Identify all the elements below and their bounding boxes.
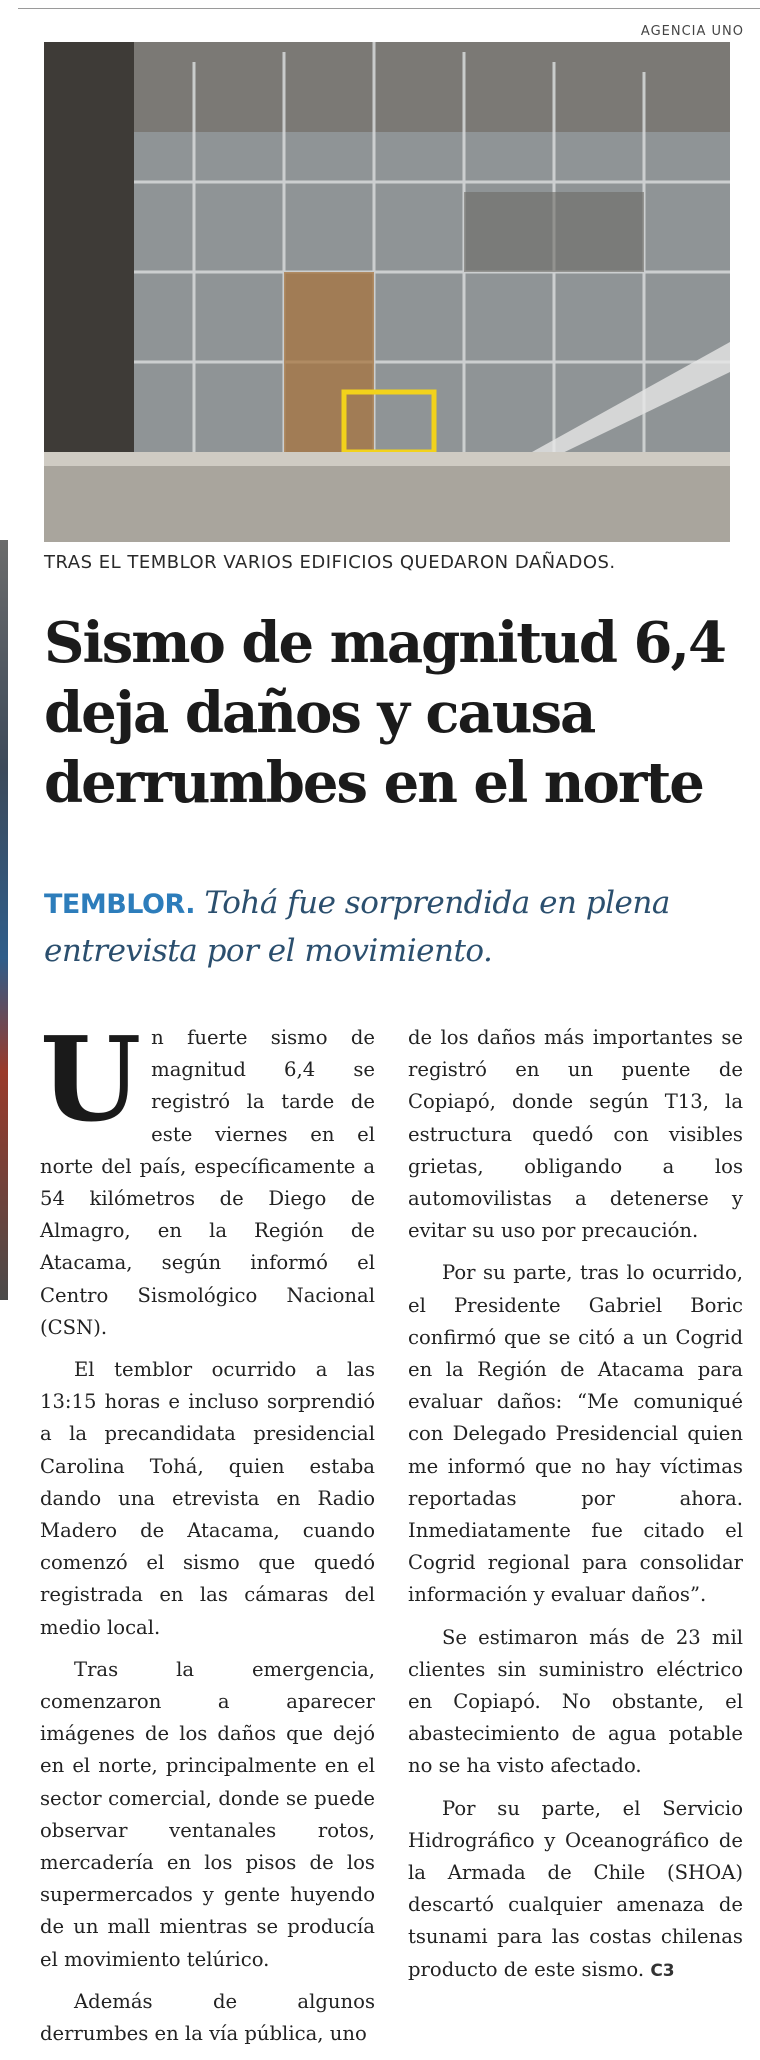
kicker-label: TEMBLOR. [44,889,196,920]
article-paragraph: Tras la emergencia, comenzaron a aparecer imágenes de los daños que dejó en el norte, principalmente en el sector comercial, donde se puede observar ventanales rotos, mercadería en los pisos de los supermercados y gente huyendo de un mall mientras se producía el movimiento telúrico. [40,1657,375,1971]
top-rule [18,8,760,9]
adjacent-page-edge [0,0,12,2060]
article-paragraph: Además de algunos derrumbes en la vía pública, uno [40,1989,375,2046]
headline-line: Sismo de magnitud 6,4 [44,610,725,676]
article-paragraph [40,1012,375,1344]
article-paragraph: de los daños más importantes se registró en un puente de Copiapó, donde según T13, la estructura quedó con visibles grietas, obligando a los automovilistas a detenerse y evitar su uso por precaución. [408,1026,743,1243]
article-paragraph [408,1793,743,1987]
article-paragraph: Se estimaron más de 23 mil clientes sin suministro eléctrico en Copiapó. No obstante, el abastecimiento de agua potable no se ha visto afectado. [408,1625,743,1778]
headline-line: derrumbes en el norte [44,750,703,816]
article-column-left [40,1012,375,2060]
drop-cap: U [40,1012,142,1148]
paragraph-text: n fuerte sismo de magnitud 6,4 se registró la tarde de este viernes en el norte del país, específicamente a 54 kilómetros de Diego de Almagro, en la Región de Atacama, según informó el Centro Sismológico Nacional (CSN). [40,1026,375,1339]
paragraph-text: Por su parte, el Servicio Hidrográfico y Oceanográfico de la Armada de Chile (SHOA) descartó cualquier amenaza de tsunami para las costas chilenas producto de este sismo. [408,1796,743,1981]
photo-caption: TRAS EL TEMBLOR VARIOS EDIFICIOS QUEDARON DAÑADOS. [44,552,616,573]
article-column-right [408,1022,743,1997]
headline-line: deja daños y causa [44,680,595,746]
photo-credit: AGENCIA UNO [640,24,744,39]
news-photo [44,42,730,542]
headline [44,608,744,818]
kicker-text: Tohá fue sorprendida en plena entrevista por el movimiento. [44,885,670,969]
adjacent-photo-sliver [0,540,8,1300]
article-paragraph: El temblor ocurrido a las 13:15 horas e incluso sorprendió a la precandidata presidencial Carolina Tohá, quien estaba dando una etrevista en Radio Madero de Atacama, cuando comenzó el sismo que quedó registrada en las cámaras del medio local. [40,1358,375,1639]
damaged-building-illustration [44,42,730,542]
article-paragraph: Por su parte, tras lo ocurrido, el Presidente Gabriel Boric confirmó que se citó a un Cogrid en la Región de Atacama para evaluar daños: “Me comuniqué con Delegado Presidencial quien me informó que no hay víctimas reportadas por ahora. Inmediatamente fue citado el Cogrid regional para consolidar información y evaluar daños”. [408,1261,743,1607]
end-of-article-mark: C3 [650,1960,675,1981]
kicker [44,880,744,974]
